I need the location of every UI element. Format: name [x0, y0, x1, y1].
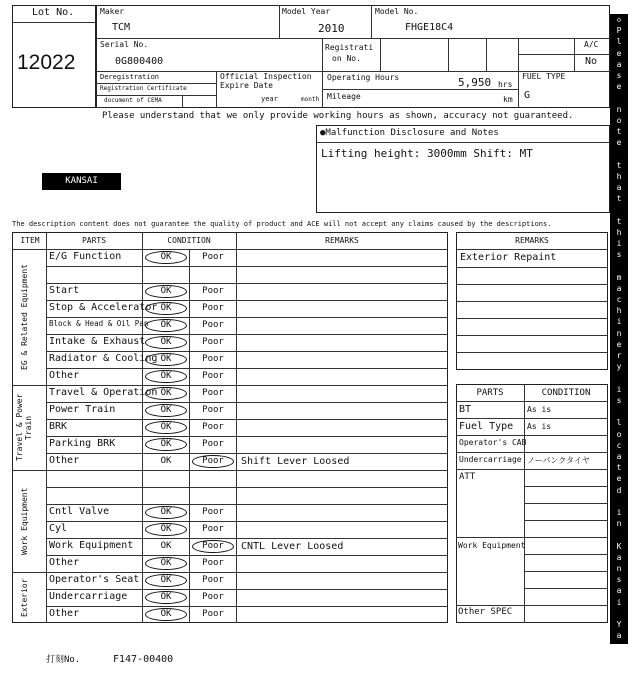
- side-notice-char: n: [616, 563, 622, 573]
- stamp-label: 打刻No.: [46, 655, 81, 665]
- header-condition: CONDITION: [167, 236, 211, 245]
- side-notice-char: [610, 92, 628, 103]
- side-notice-char: t: [616, 127, 622, 137]
- side-notice-char: i: [616, 384, 622, 394]
- serial-label: Serial No.: [100, 40, 149, 49]
- poor-mark: Poor: [202, 354, 224, 364]
- right-condition-value: ノーパンクタイヤ: [527, 456, 590, 465]
- malfunction-box: [316, 125, 610, 213]
- header-parts: PARTS: [81, 236, 107, 245]
- row-divider: [46, 555, 448, 556]
- side-notice-char: K: [616, 541, 622, 551]
- side-notice-char: s: [616, 71, 622, 81]
- ok-mark: OK: [145, 608, 187, 621]
- poor-mark: Poor: [202, 558, 224, 568]
- right-group-divider: [456, 605, 524, 606]
- side-notice-char: h: [616, 306, 622, 316]
- side-notice-char: a: [616, 631, 622, 641]
- remark-text: CNTL Lever Loosed: [241, 541, 344, 552]
- expire-date-label: Expire Date: [220, 81, 273, 90]
- poor-mark: Poor: [202, 422, 224, 432]
- right-row-divider: [456, 452, 608, 453]
- right-part-name: BT: [459, 404, 472, 415]
- right-condition-header: CONDITION: [541, 388, 591, 398]
- model-no-value: FHGE18C4: [405, 22, 454, 33]
- part-name: Undercarriage: [49, 591, 128, 602]
- remark-text: Shift Lever Loosed: [241, 456, 350, 467]
- hours-notice: Please understand that we only provide working hours as shown, accuracy not guaranteed.: [102, 111, 574, 121]
- other-spec-label: Other SPEC: [458, 607, 513, 617]
- group-label-eg: EG & Related Equipment: [20, 264, 29, 370]
- operating-hours-label: Operating Hours: [327, 73, 400, 82]
- right-sub-divider: [524, 486, 608, 487]
- part-name: Travel & Operation: [49, 387, 158, 398]
- part-name: Work Equipment: [49, 540, 134, 551]
- serial-value: 0G800400: [115, 56, 164, 67]
- poor-mark: Poor: [202, 337, 224, 347]
- part-name: Cntl Valve: [49, 506, 110, 517]
- side-notice-char: t: [616, 216, 622, 226]
- malfunction-title: ●Malfunction Disclosure and Notes: [320, 128, 499, 138]
- att-label: ATT: [459, 472, 476, 482]
- row-divider: [46, 521, 448, 522]
- poor-mark: Poor: [192, 455, 234, 468]
- ok-mark: OK: [145, 421, 187, 434]
- model-year-value: 2010: [318, 22, 345, 35]
- side-notice-band: [610, 14, 628, 674]
- row-divider: [46, 606, 448, 607]
- ok-mark: OK: [145, 574, 187, 587]
- ok-mark: OK: [145, 353, 187, 366]
- ok-mark: OK: [160, 541, 172, 551]
- part-name: Cyl: [49, 523, 68, 534]
- part-name: BRK: [49, 421, 68, 432]
- side-notice-char: [610, 204, 628, 215]
- side-notice-char: a: [616, 183, 622, 193]
- mileage-label: Mileage: [327, 92, 361, 101]
- part-name: Start: [49, 285, 80, 296]
- side-notice-char: ◇: [616, 15, 622, 24]
- poor-mark: Poor: [202, 575, 224, 585]
- part-name: Power Train: [49, 404, 116, 415]
- right-condition-value: As is: [527, 422, 552, 431]
- poor-mark: Poor: [202, 405, 224, 415]
- row-divider: [46, 368, 448, 369]
- row-divider: [46, 266, 448, 267]
- poor-mark: Poor: [192, 540, 234, 553]
- side-notice-char: o: [616, 429, 622, 439]
- hrs-unit: hrs: [498, 80, 513, 89]
- side-notice-char: e: [616, 48, 622, 58]
- model-year-label: Model Year: [282, 7, 331, 16]
- km-unit: km: [503, 95, 513, 104]
- ok-mark: OK: [145, 557, 187, 570]
- side-notice-char: a: [616, 59, 622, 69]
- part-name: Intake & Exhaust: [49, 336, 146, 347]
- side-notice-char: s: [616, 250, 622, 260]
- side-notice-char: ◇: [616, 664, 622, 674]
- side-notice-char: [610, 608, 628, 619]
- part-name: Stop & Accelerator: [49, 302, 158, 313]
- side-notice-char: [610, 260, 628, 271]
- right-condition-value: As is: [527, 405, 552, 414]
- row-divider: [12, 572, 448, 573]
- side-notice-char: a: [616, 552, 622, 562]
- group-label-travel: Travel & Power Train: [15, 393, 33, 462]
- part-name: Other: [49, 608, 80, 619]
- side-notice-char: a: [616, 451, 622, 461]
- group-label-exterior: Exterior: [20, 578, 29, 617]
- side-notice-char: n: [616, 328, 622, 338]
- side-notice-char: l: [616, 418, 622, 428]
- row-divider: [46, 487, 448, 488]
- side-notice-char: s: [616, 395, 622, 405]
- side-notice-char: s: [616, 575, 622, 585]
- deregistration-label: Deregistration: [100, 73, 160, 81]
- row-divider: [46, 300, 448, 301]
- ok-mark: OK: [145, 404, 187, 417]
- right-sub-divider: [524, 554, 608, 555]
- disclaimer: The description content does not guarantee the quality of product and ACE will not accept any claims caused by the descriptions.: [12, 220, 552, 228]
- right-header-divider: [456, 401, 608, 402]
- registration-label-2: on No.: [332, 54, 361, 63]
- right-part-name: Operator's CAB: [459, 438, 527, 447]
- right-part-name: Undercarriage: [459, 455, 522, 464]
- row-divider: [12, 470, 448, 471]
- part-name: Other: [49, 370, 80, 381]
- side-notice-char: r: [616, 642, 622, 652]
- registration-certificate-label: Registration Certificate: [100, 85, 187, 92]
- header-remarks: REMARKS: [325, 236, 359, 245]
- right-sub-divider: [524, 571, 608, 572]
- side-notice-char: d: [616, 485, 622, 495]
- right-row-divider: [456, 418, 608, 419]
- side-notice-char: e: [616, 82, 622, 92]
- right-group-divider: [456, 537, 524, 538]
- right-sub-divider: [524, 537, 608, 538]
- side-notice-char: [610, 406, 628, 417]
- poor-mark: Poor: [202, 524, 224, 534]
- row-divider: [46, 351, 448, 352]
- right-sub-divider: [524, 520, 608, 521]
- row-divider: [46, 504, 448, 505]
- side-notice-char: d: [616, 653, 622, 663]
- poor-mark: Poor: [202, 286, 224, 296]
- poor-mark: Poor: [202, 609, 224, 619]
- poor-mark: Poor: [202, 592, 224, 602]
- part-name: Parking BRK: [49, 438, 116, 449]
- part-name: Other: [49, 557, 80, 568]
- side-notice-char: e: [616, 138, 622, 148]
- side-notice-char: o: [616, 115, 622, 125]
- ac-label: A/C: [584, 40, 599, 49]
- stamp-value: F147-00400: [113, 654, 174, 665]
- side-notice-char: [610, 529, 628, 540]
- ok-mark: OK: [145, 285, 187, 298]
- work-equipment-label: Work Equipment: [458, 541, 526, 550]
- month-label: month: [301, 96, 320, 103]
- row-divider: [46, 453, 448, 454]
- side-notice-char: m: [616, 272, 622, 282]
- ok-mark: OK: [145, 523, 187, 536]
- part-name: Radiator & Cooling: [49, 353, 158, 364]
- ok-mark: OK: [145, 251, 187, 264]
- poor-mark: Poor: [202, 303, 224, 313]
- ac-value: No: [585, 56, 598, 67]
- ok-mark: OK: [145, 438, 187, 451]
- year-label: year: [261, 95, 278, 103]
- side-notice-char: l: [616, 37, 622, 47]
- fuel-type-value: G: [524, 90, 531, 101]
- row-divider: [12, 385, 448, 386]
- side-notice-char: t: [616, 160, 622, 170]
- right-sub-divider: [524, 588, 608, 589]
- right-remarks-first: Exterior Repaint: [460, 252, 557, 263]
- side-notice-char: P: [616, 26, 622, 36]
- header-item: ITEM: [20, 236, 40, 245]
- ok-mark: OK: [145, 387, 187, 400]
- part-name: Other: [49, 455, 80, 466]
- malfunction-text: Lifting height: 3000mm Shift: MT: [321, 147, 533, 160]
- row-divider: [46, 589, 448, 590]
- side-notice-char: y: [616, 362, 622, 372]
- right-parts-header: PARTS: [476, 388, 504, 398]
- part-name: E/G Function: [49, 251, 122, 262]
- ok-mark: OK: [145, 302, 187, 315]
- fuel-type-label: FUEL TYPE: [522, 72, 566, 81]
- cema-document-label: document of CEMA: [104, 97, 162, 104]
- poor-mark: Poor: [202, 388, 224, 398]
- ok-mark: OK: [145, 591, 187, 604]
- official-inspection-label: Official Inspection: [220, 72, 312, 81]
- poor-mark: Poor: [202, 320, 224, 330]
- poor-mark: Poor: [202, 252, 224, 262]
- side-notice-char: n: [616, 104, 622, 114]
- row-divider: [46, 317, 448, 318]
- poor-mark: Poor: [202, 439, 224, 449]
- side-notice-char: r: [616, 351, 622, 361]
- side-notice-char: c: [616, 295, 622, 305]
- side-notice-char: [610, 373, 628, 384]
- ok-mark: OK: [160, 456, 172, 466]
- side-notice-char: Y: [616, 619, 622, 629]
- location-badge: KANSAI: [42, 173, 121, 190]
- right-sub-divider: [524, 605, 608, 606]
- row-divider: [46, 419, 448, 420]
- side-notice-char: h: [616, 171, 622, 181]
- side-notice-char: e: [616, 339, 622, 349]
- row-divider: [46, 334, 448, 335]
- registration-label-1: Registrati: [325, 43, 374, 52]
- side-notice-char: [610, 148, 628, 159]
- side-notice-char: h: [616, 227, 622, 237]
- side-notice-char: a: [616, 283, 622, 293]
- operating-hours-value: 5,950: [458, 76, 492, 89]
- side-notice-char: i: [616, 507, 622, 517]
- right-row-divider: [456, 469, 608, 470]
- side-notice-char: [610, 496, 628, 507]
- right-sub-divider: [524, 503, 608, 504]
- right-remarks-header: REMARKS: [515, 236, 549, 245]
- side-notice-char: t: [616, 463, 622, 473]
- part-name: Block & Head & Oil Pan: [49, 319, 149, 328]
- ok-mark: OK: [145, 370, 187, 383]
- side-notice-char: n: [616, 519, 622, 529]
- side-notice-char: i: [616, 239, 622, 249]
- ok-mark: OK: [145, 506, 187, 519]
- side-notice-char: a: [616, 586, 622, 596]
- side-notice-char: t: [616, 194, 622, 204]
- side-notice-char: c: [616, 440, 622, 450]
- right-part-name: Fuel Type: [459, 421, 514, 432]
- part-name: Operator's Seat: [49, 574, 140, 585]
- poor-mark: Poor: [202, 507, 224, 517]
- maker-value: TCM: [112, 22, 131, 33]
- lot-label: Lot No.: [32, 7, 75, 18]
- ok-mark: OK: [145, 319, 187, 332]
- row-divider: [46, 436, 448, 437]
- model-no-label: Model No.: [375, 7, 419, 16]
- maker-label: Maker: [100, 7, 125, 16]
- row-divider: [46, 283, 448, 284]
- lot-number: 12022: [17, 51, 76, 74]
- row-divider: [46, 402, 448, 403]
- group-label-work: Work Equipment: [20, 487, 29, 555]
- side-notice-char: e: [616, 474, 622, 484]
- poor-mark: Poor: [202, 371, 224, 381]
- side-notice-char: i: [616, 597, 622, 607]
- row-divider: [46, 538, 448, 539]
- right-row-divider: [456, 435, 608, 436]
- ok-mark: OK: [145, 336, 187, 349]
- side-notice-char: i: [616, 317, 622, 327]
